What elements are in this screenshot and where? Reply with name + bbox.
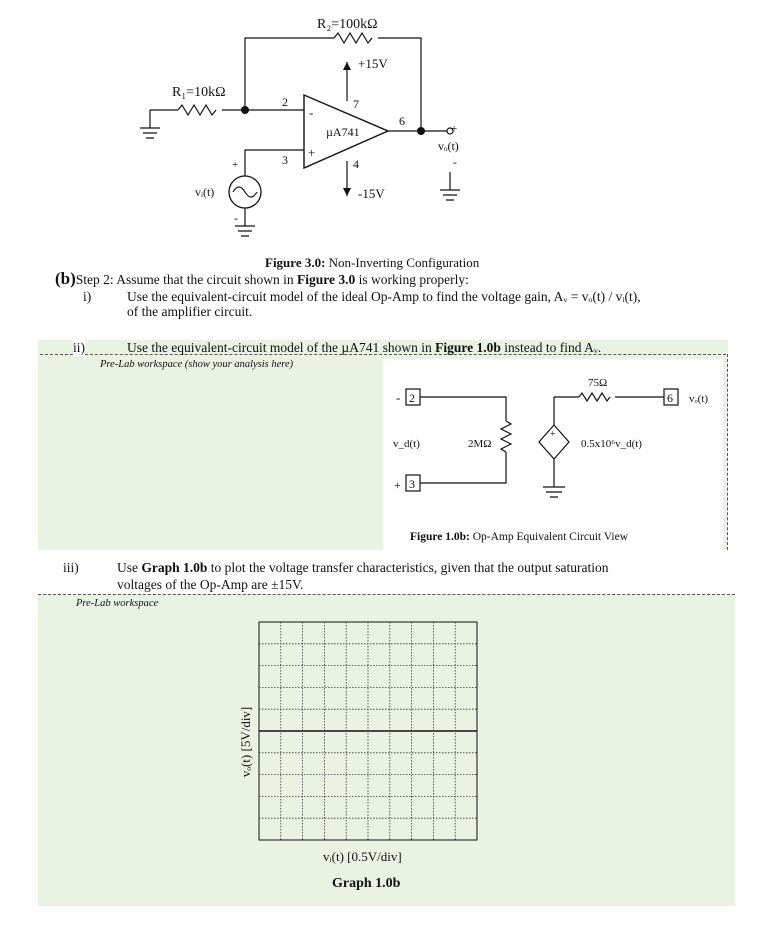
plus-supply-label: +15V (358, 56, 388, 71)
opamp-label: µA741 (326, 125, 360, 139)
pin-3-label: 3 (409, 477, 415, 491)
vo-label: vₒ(t) (438, 139, 459, 153)
figure-3-caption: Figure 3.0: Non-Inverting Configuration (265, 255, 480, 270)
arrow-down-icon (343, 188, 351, 196)
vi-minus-sign: - (234, 211, 238, 225)
item-ii-workspace[interactable] (38, 340, 728, 550)
item-ii-number: ii) (73, 340, 85, 355)
vi-plus-sign: + (232, 159, 239, 171)
inverting-sign: - (309, 105, 314, 120)
non-inverting-circuit-diagram (38, 0, 678, 250)
dependent-source-label: 0.5x10⁶v_d(t) (581, 438, 642, 450)
ground-icon (140, 110, 160, 138)
output-resistor (579, 393, 610, 401)
workspace-label: Pre-Lab workspace (76, 598, 159, 609)
divider (38, 594, 735, 595)
figure-1-0b-box (383, 359, 723, 550)
figure-1-0b-caption: Figure 1.0b: Op-Amp Equivalent Circuit View (410, 531, 628, 543)
pin-3-label: 3 (282, 153, 288, 167)
ground-icon (440, 172, 460, 200)
r2-label: R₂=100kΩ (317, 17, 378, 32)
step-2-line: (b)Step 2: Assume that the circuit shown in Figure 3.0 is working properly: (55, 269, 469, 288)
r1-resistor (178, 105, 216, 115)
noninverting-sign: + (308, 145, 316, 160)
divider (727, 354, 728, 550)
y-axis-label-box (238, 674, 258, 814)
item-iii-workspace[interactable] (38, 594, 735, 906)
item-i-number: i) (83, 289, 92, 304)
pin-6-label: 6 (667, 391, 673, 405)
pin-2-label: 2 (282, 95, 288, 109)
r1-label: R₁=10kΩ (172, 85, 226, 100)
item-iii-line1: Use Graph 1.0b to plot the voltage transfer characteristics, given that the output saturation (117, 560, 609, 575)
ground-icon (543, 487, 565, 497)
item-i-line1: Use the equivalent-circuit model of the ideal Op-Amp to find the voltage gain, Aᵥ = vₒ(t) / vᵢ(t), (127, 289, 641, 304)
y-axis-label: vₒ(t) [5V/div] (238, 706, 253, 778)
vo-plus-sign: + (451, 123, 458, 135)
x-axis-label: vᵢ(t) [0.5V/div] (323, 849, 402, 864)
pin-6-label: 6 (399, 114, 405, 128)
item-ii-text: Use the equivalent-circuit model of the µA741 shown in Figure 1.0b instead to find Aᵥ. (127, 340, 602, 355)
vo-label: vₒ(t) (689, 393, 709, 405)
pin-2-label: 2 (409, 391, 415, 405)
graph-title: Graph 1.0b (332, 876, 401, 891)
opamp-equivalent-circuit (383, 359, 723, 519)
step-marker: (b) (55, 269, 76, 288)
r2-resistor (334, 33, 372, 43)
vtc-graph-grid[interactable] (253, 616, 493, 856)
input-minus-sign: - (396, 390, 401, 405)
input-resistance-label: 2MΩ (468, 438, 492, 450)
source-plus-sign: + (550, 429, 556, 440)
item-i-line2: of the amplifier circuit. (127, 304, 253, 319)
arrow-up-icon (343, 62, 351, 70)
input-plus-sign: + (394, 478, 401, 492)
pin-7-label: 7 (353, 97, 359, 111)
vi-label: vᵢ(t) (195, 185, 215, 199)
workspace-label: Pre-Lab workspace (show your analysis here) (100, 359, 294, 370)
input-resistor (501, 421, 511, 452)
ground-icon (235, 208, 255, 236)
pin-4-label: 4 (353, 157, 359, 171)
item-iii-line2: voltages of the Op-Amp are ±15V. (117, 577, 304, 592)
minus-supply-label: -15V (358, 186, 385, 201)
item-iii-number: iii) (63, 560, 79, 575)
output-resistance-label: 75Ω (588, 377, 608, 389)
vd-label: v_d(t) (393, 438, 420, 450)
vo-minus-sign: - (453, 155, 457, 169)
